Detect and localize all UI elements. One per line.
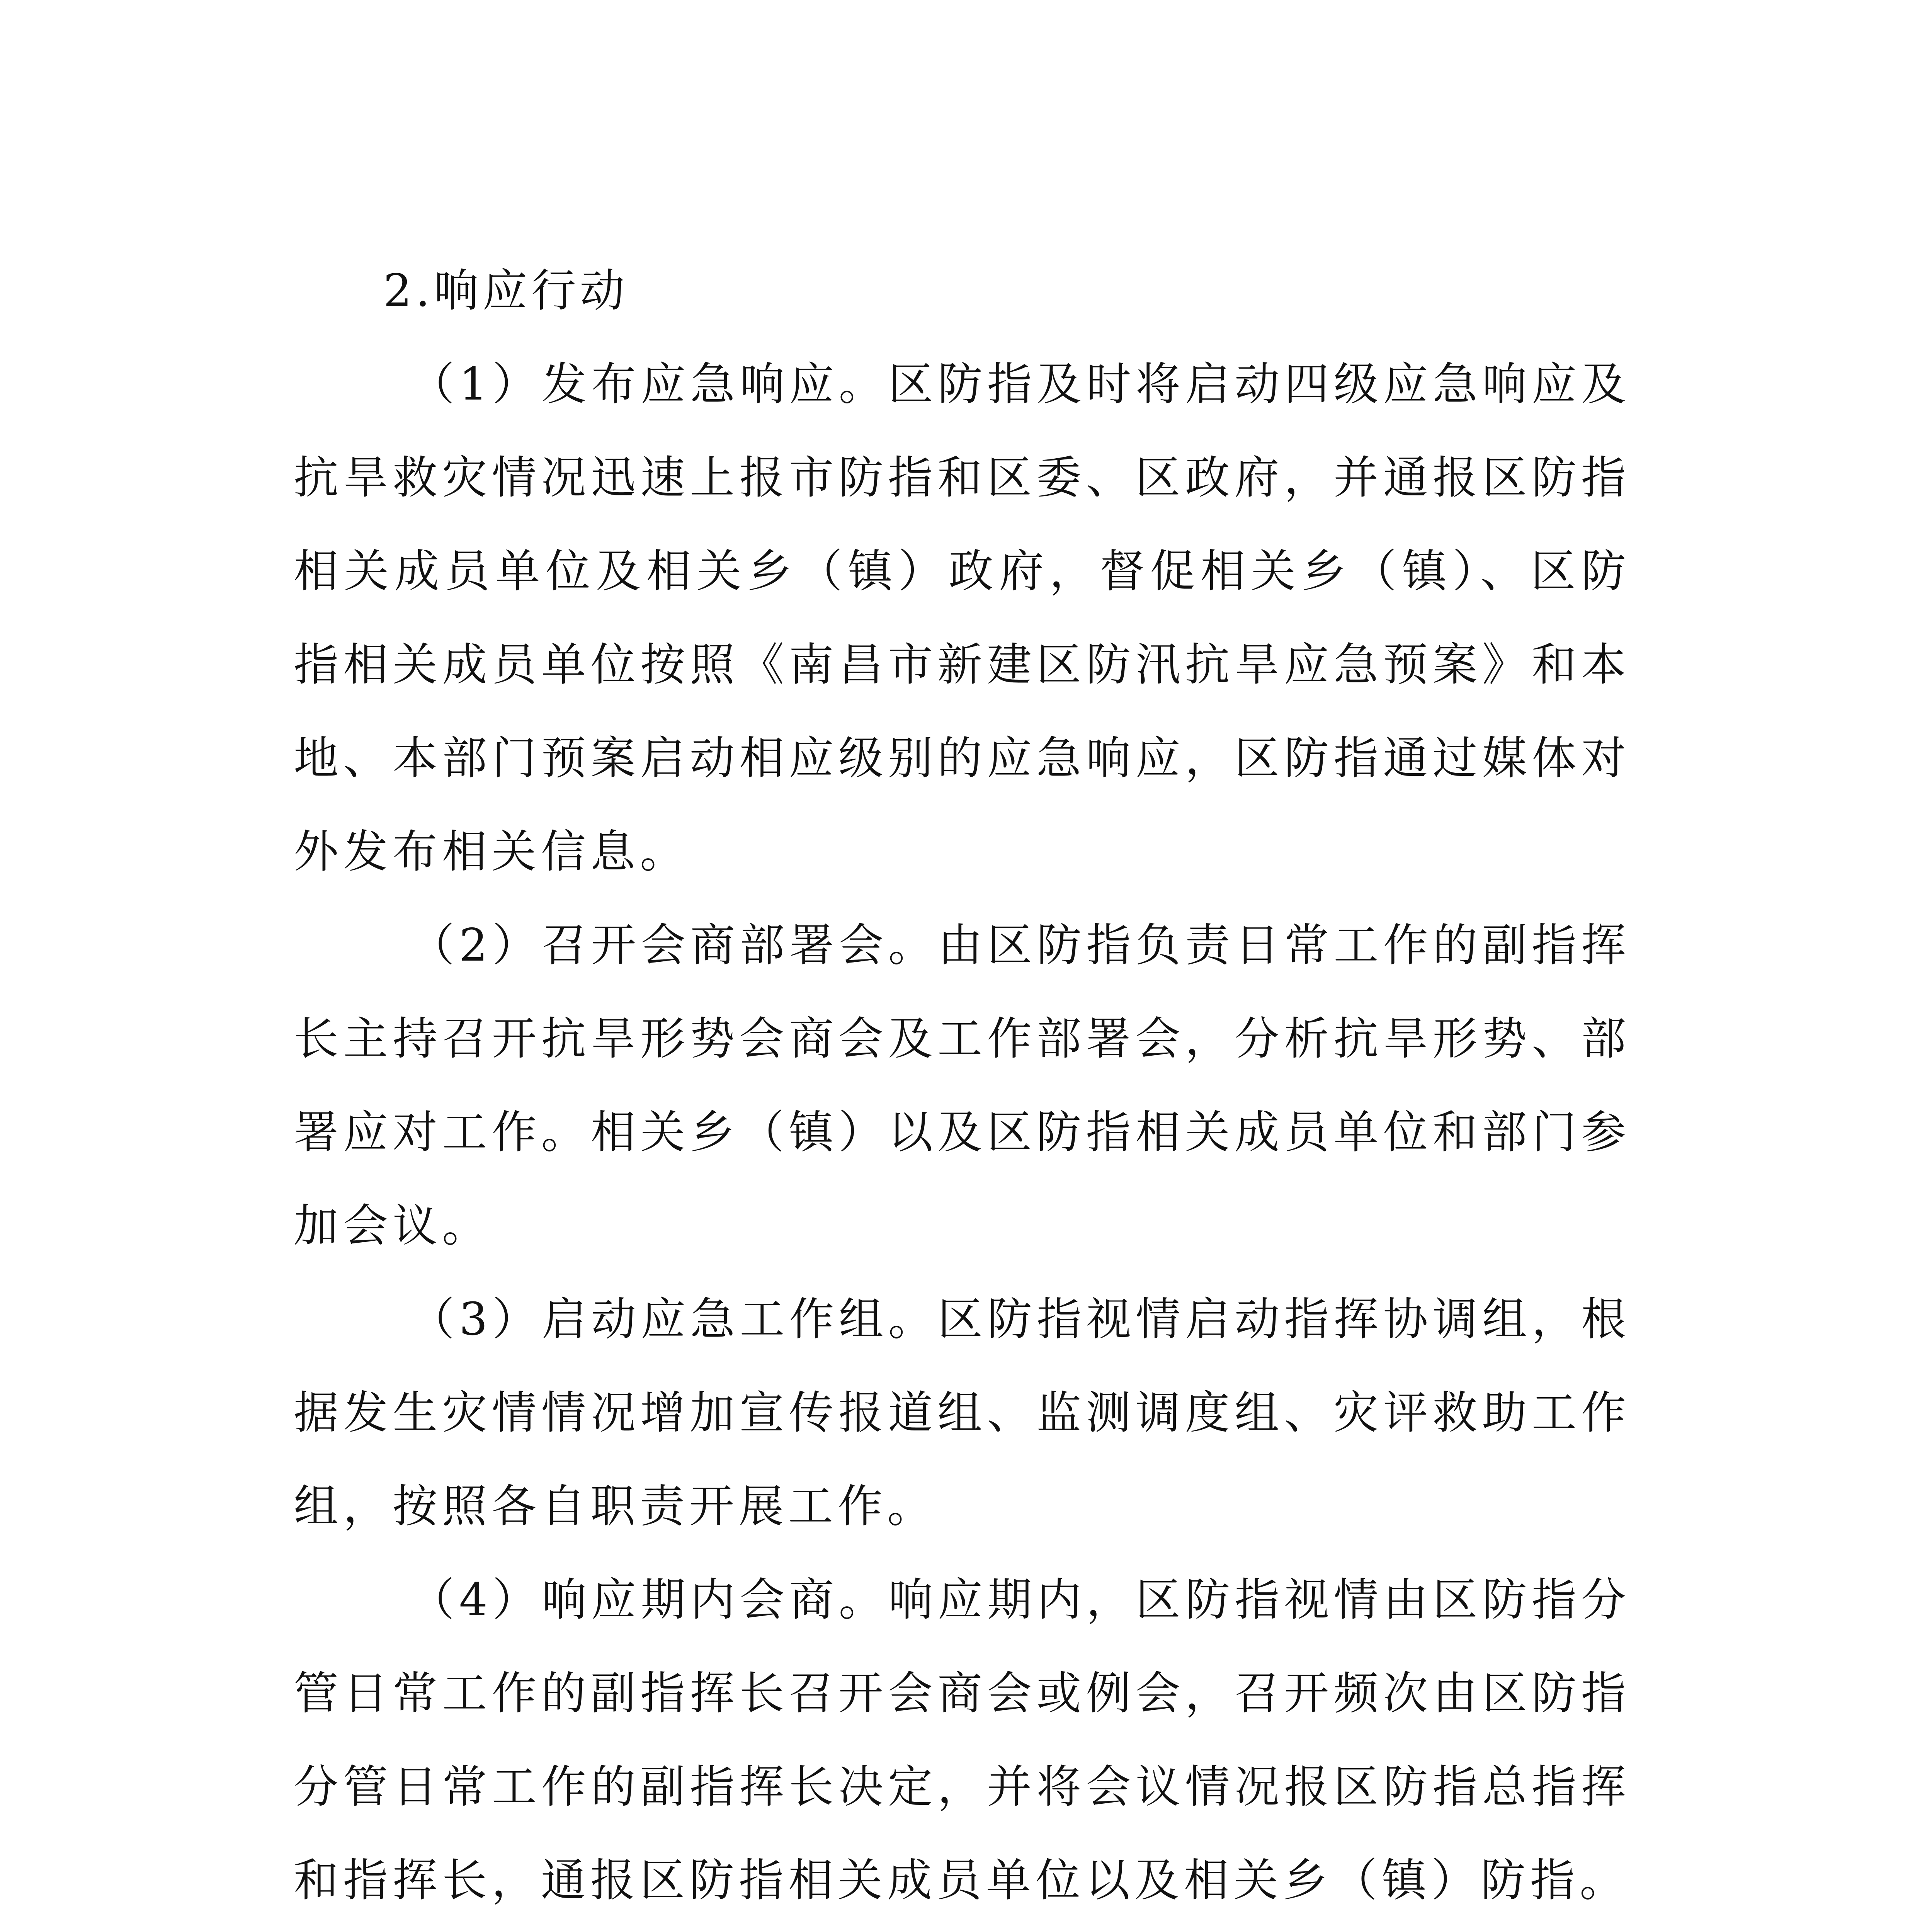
paragraph-1 <box>294 338 1631 899</box>
paragraph-2 <box>294 899 1631 1273</box>
paragraph-5 <box>294 1927 1631 1932</box>
paragraph-3-body: 区防指视情启动指挥协调组，根据发生灾情情况增加宣传报道组、监测调度组、灾评救助工作组，按照各自职责开展工作。 <box>294 1293 1631 1532</box>
document-body <box>294 244 1631 1932</box>
paragraph-1-body: 区防指及时将启动四级应急响应及抗旱救灾情况迅速上报市防指和区委、区政府，并通报区防指相关成员单位及相关乡（镇）政府，督促相关乡（镇）、区防指相关成员单位按照《南昌市新建区防汛抗旱应急预案》和本地、本部门预案启动相应级别的应急响应，区防指通过媒体对外发布相关信息。 <box>294 358 1631 878</box>
section-heading: 2.响应行动 <box>383 265 629 317</box>
paragraph-3-title: （3）启动应急工作组。 <box>410 1293 938 1345</box>
paragraph-4 <box>294 1553 1631 1927</box>
paragraph-4-title: （4）响应期内会商。 <box>410 1574 888 1626</box>
paragraph-1-title: （1）发布应急响应。 <box>410 358 888 410</box>
paragraph-2-title: （2）召开会商部署会。 <box>410 919 938 971</box>
paragraph-2-body: 由区防指负责日常工作的副指挥长主持召开抗旱形势会商会及工作部署会，分析抗旱形势、部署应对工作。相关乡（镇）以及区防指相关成员单位和部门参加会议。 <box>294 919 1631 1252</box>
paragraph-3 <box>294 1273 1631 1553</box>
paragraph-4-body: 响应期内，区防指视情由区防指分管日常工作的副指挥长召开会商会或例会，召开频次由区防指分管日常工作的副指挥长决定，并将会议情况报区防指总指挥和指挥长，通报区防指相关成员单位以及相关乡（镇）防指。 <box>294 1574 1631 1906</box>
